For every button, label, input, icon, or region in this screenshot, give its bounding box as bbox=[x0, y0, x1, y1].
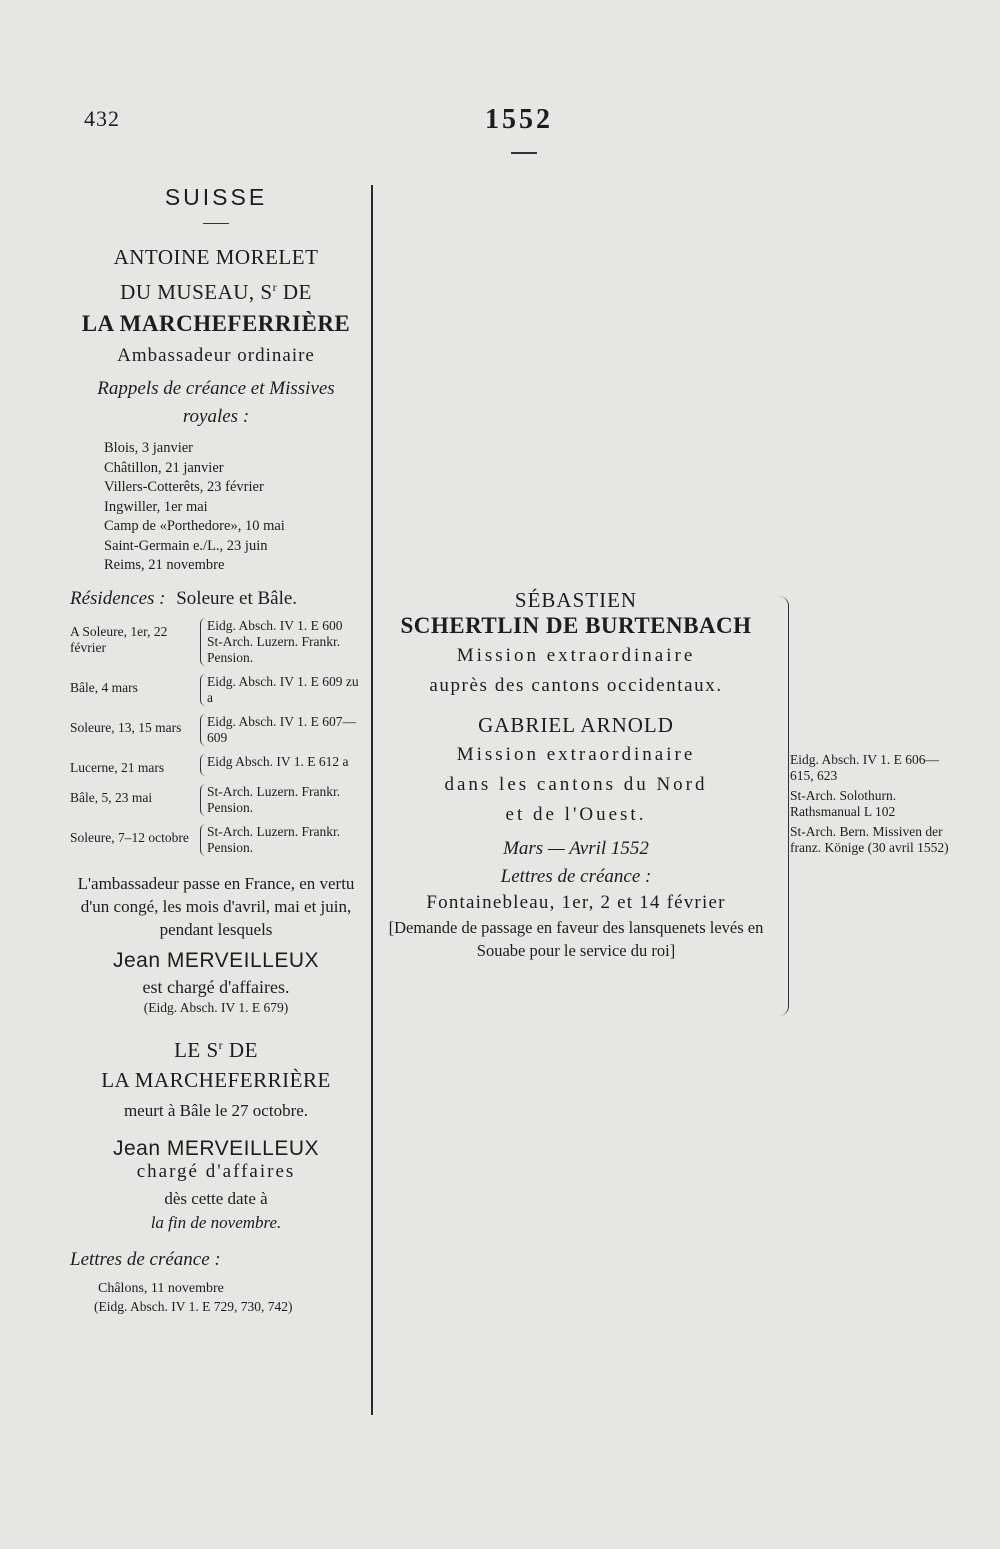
year-heading: 1552 bbox=[485, 104, 553, 135]
envoy-name-1: SÉBASTIEN bbox=[514, 588, 638, 612]
right-column bbox=[790, 752, 960, 856]
charge-affaires-name: Jean MERVEILLEUX bbox=[112, 948, 320, 972]
residence-ref: Eidg Absch. IV 1. E 612 a bbox=[207, 753, 349, 769]
place-item: Saint-Germain e./L., 23 juin bbox=[104, 537, 268, 554]
place-item: Blois, 3 janvier bbox=[104, 440, 194, 456]
right-brace bbox=[778, 596, 789, 1016]
place-item: Reims, 21 novembre bbox=[104, 557, 225, 573]
successor-title: chargé d'affaires bbox=[136, 1160, 296, 1182]
residences-label: Résidences : bbox=[70, 587, 166, 609]
conge-paragraph: L'ambassadeur passe en France, en vertu d'un congé, les mois d'avril, mai et juin, pendant lesquels bbox=[77, 873, 355, 939]
reference-note: (Eidg. Absch. IV 1. E 729, 730, 742) bbox=[94, 1298, 293, 1314]
residence-refs bbox=[200, 784, 362, 816]
middle-column bbox=[376, 588, 776, 962]
mission-line: auprès des cantons occidentaux. bbox=[429, 675, 723, 696]
ambassador-name-line3: LA MARCHEFERRIÈRE bbox=[81, 311, 351, 336]
rappels-heading: Rappels de créance et Missives royales : bbox=[97, 378, 335, 427]
residence-refs bbox=[200, 674, 362, 706]
country-heading: SUISSE bbox=[164, 184, 268, 210]
residence-row bbox=[70, 784, 362, 816]
death-text: meurt à Bâle le 27 octobre. bbox=[123, 1100, 309, 1120]
residence-place: A Soleure, 1er, 22 février bbox=[70, 623, 168, 655]
right-reference: St-Arch. Bern. Missiven der franz. Könige (30 avril 1552) bbox=[790, 824, 949, 855]
death-name: LA MARCHEFERRIÈRE bbox=[101, 1067, 331, 1092]
ambassador-name-line1: ANTOINE MORELET bbox=[113, 245, 319, 269]
year-divider bbox=[511, 152, 537, 154]
charge-affaires-text: est chargé d'affaires. bbox=[142, 976, 290, 997]
residence-row bbox=[70, 618, 362, 666]
residence-place: Bâle, 5, 23 mai bbox=[70, 789, 153, 805]
residence-ref: Eidg. Absch. IV 1. E 600 bbox=[207, 617, 343, 633]
residence-refs bbox=[200, 714, 362, 746]
lettres-heading-mid: Lettres de créance : bbox=[500, 866, 652, 887]
residence-ref: St-Arch. Luzern. Frankr. Pension. bbox=[207, 633, 341, 665]
residences-value: Soleure et Bâle. bbox=[176, 587, 298, 609]
residence-place: Lucerne, 21 mars bbox=[70, 759, 165, 775]
place-item: Châtillon, 21 janvier bbox=[104, 459, 224, 476]
fontainebleau-line: Fontainebleau, 1er, 2 et 14 février bbox=[426, 892, 726, 913]
page-number: 432 bbox=[84, 106, 120, 131]
right-reference: St-Arch. Solothurn. Rathsmanual L 102 bbox=[790, 788, 897, 819]
column-divider bbox=[371, 185, 373, 1415]
residences-line bbox=[70, 588, 362, 610]
left-column bbox=[70, 178, 362, 1315]
reference-note: (Eidg. Absch. IV 1. E 679) bbox=[143, 999, 289, 1015]
residence-refs bbox=[200, 824, 362, 856]
mission-dates: Mars — Avril 1552 bbox=[503, 838, 649, 859]
chalons-line: Châlons, 11 novembre bbox=[98, 1280, 224, 1296]
residence-row bbox=[70, 824, 362, 856]
place-item: Ingwiller, 1er mai bbox=[104, 498, 208, 515]
residence-ref: St-Arch. Luzern. Frankr. Pension. bbox=[207, 823, 341, 855]
successor-date-2: la fin de novembre. bbox=[150, 1212, 282, 1232]
demande-text: [Demande de passage en faveur des lansquenets levés en Souabe pour le service du roi] bbox=[388, 918, 764, 960]
residence-place: Bâle, 4 mars bbox=[70, 679, 138, 695]
ambassador-name-line2: DU MUSEAU, $S^r$ DE bbox=[120, 280, 312, 304]
mission-line: et de l'Ouest. bbox=[505, 804, 647, 825]
envoy-name-3: GABRIEL ARNOLD bbox=[478, 713, 674, 737]
envoy-name-2: SCHERTLIN DE BURTENBACH bbox=[400, 613, 752, 638]
country-divider bbox=[203, 223, 229, 224]
place-item: Camp de «Porthedore», 10 mai bbox=[104, 518, 285, 534]
mission-line: dans les cantons du Nord bbox=[444, 774, 708, 795]
mission-line: Mission extraordinaire bbox=[456, 744, 696, 765]
residence-place: Soleure, 13, 15 mars bbox=[70, 719, 182, 735]
residence-row bbox=[70, 714, 362, 746]
right-reference: Eidg. Absch. IV 1. E 606—615, 623 bbox=[790, 752, 939, 783]
successor-date-1: dès cette date à bbox=[164, 1188, 268, 1208]
residence-ref: Eidg. Absch. IV 1. E 607—609 bbox=[207, 713, 356, 745]
lettres-heading: Lettres de créance : bbox=[70, 1248, 221, 1270]
residence-place: Soleure, 7–12 octobre bbox=[70, 829, 189, 845]
mission-line: Mission extraordinaire bbox=[456, 645, 696, 666]
ambassador-title: Ambassadeur ordinaire bbox=[117, 345, 315, 366]
residence-refs bbox=[200, 754, 362, 776]
residence-refs bbox=[200, 618, 362, 666]
place-item: Villers-Cotterêts, 23 février bbox=[104, 479, 264, 495]
successor-name: Jean MERVEILLEUX bbox=[112, 1136, 320, 1160]
residence-ref: Eidg. Absch. IV 1. E 609 zu a bbox=[207, 673, 359, 705]
residence-ref: St-Arch. Luzern. Frankr. Pension. bbox=[207, 783, 341, 815]
residence-row bbox=[70, 754, 362, 776]
residence-row bbox=[70, 674, 362, 706]
death-heading: LE $S^r$ DE bbox=[174, 1037, 258, 1062]
places-list bbox=[104, 439, 362, 576]
